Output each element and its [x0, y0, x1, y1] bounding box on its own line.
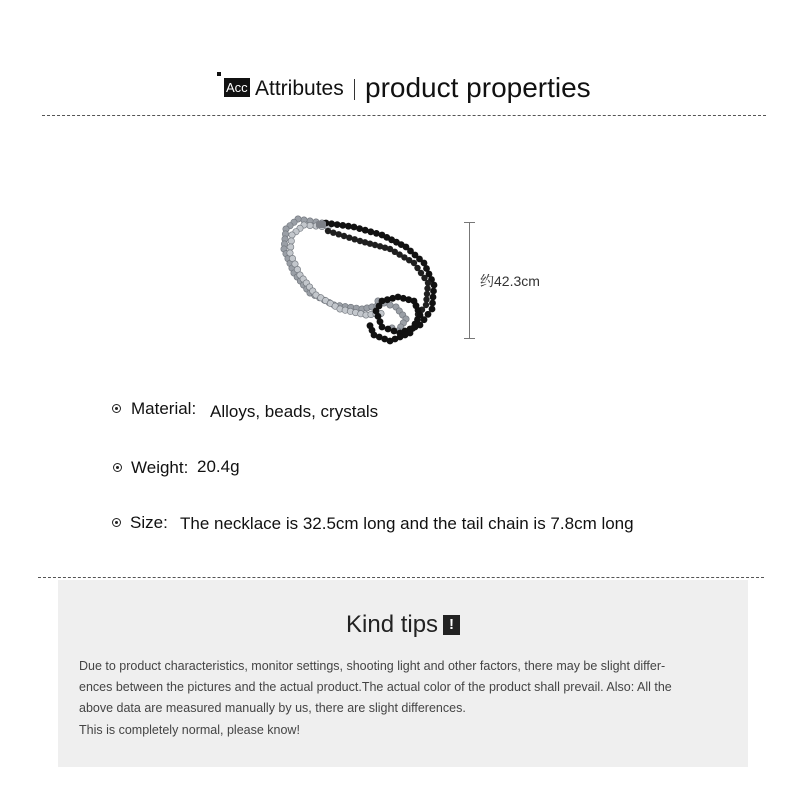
header-square-marker — [217, 72, 221, 76]
bead — [346, 235, 352, 241]
tips-text-line: ences between the pictures and the actual product.The actual color of the product shall prevail. Also: All the — [79, 680, 672, 694]
bead — [288, 244, 294, 250]
bead — [288, 238, 294, 244]
black-beads — [323, 220, 438, 345]
tips-title: Kind tips — [346, 611, 439, 638]
page-title: product properties — [365, 72, 591, 103]
bead — [430, 294, 437, 301]
header-badge: Acc — [226, 80, 248, 95]
dimension-cap-top — [464, 222, 475, 223]
bead — [430, 288, 437, 295]
exclamation-icon: ! — [443, 615, 460, 635]
dimension-label: 约42.3cm — [480, 273, 540, 289]
bead — [289, 232, 295, 238]
tips-text-line: Due to product characteristics, monitor settings, shooting light and other factors, there may be slight differ- — [79, 659, 666, 673]
bead — [424, 285, 430, 291]
bullet-icon — [112, 404, 121, 413]
bead — [431, 282, 438, 289]
material-value: Alloys, beads, crystals — [210, 402, 379, 421]
material-label: Material: — [131, 399, 197, 418]
necklace-image — [250, 205, 460, 355]
size-label: Size: — [130, 513, 168, 532]
tips-text-line: This is completely normal, please know! — [79, 723, 300, 737]
section-dashed-divider — [38, 577, 764, 578]
bead — [385, 326, 392, 333]
bead — [429, 300, 436, 307]
dimension-cap-bottom — [464, 338, 475, 339]
weight-label: Weight: — [131, 458, 189, 477]
clasp — [316, 221, 326, 228]
bead — [424, 291, 430, 297]
header-dashed-divider — [42, 115, 766, 116]
bead — [330, 230, 336, 236]
dimension-line — [469, 222, 470, 338]
bead — [425, 280, 431, 286]
bullet-icon — [112, 518, 121, 527]
bead — [423, 296, 429, 302]
bead — [391, 328, 398, 335]
header-separator — [354, 79, 355, 100]
size-value: The necklace is 32.5cm long and the tail chain is 7.8cm long — [180, 514, 634, 533]
bead — [307, 222, 313, 228]
tips-text-line: above data are measured manually by us, there are slight differences. — [79, 701, 466, 715]
header-title-en: Attributes — [255, 77, 344, 100]
bead — [425, 311, 432, 318]
weight-value: 20.4g — [197, 457, 240, 476]
bead — [367, 322, 374, 329]
bullet-icon — [113, 463, 122, 472]
